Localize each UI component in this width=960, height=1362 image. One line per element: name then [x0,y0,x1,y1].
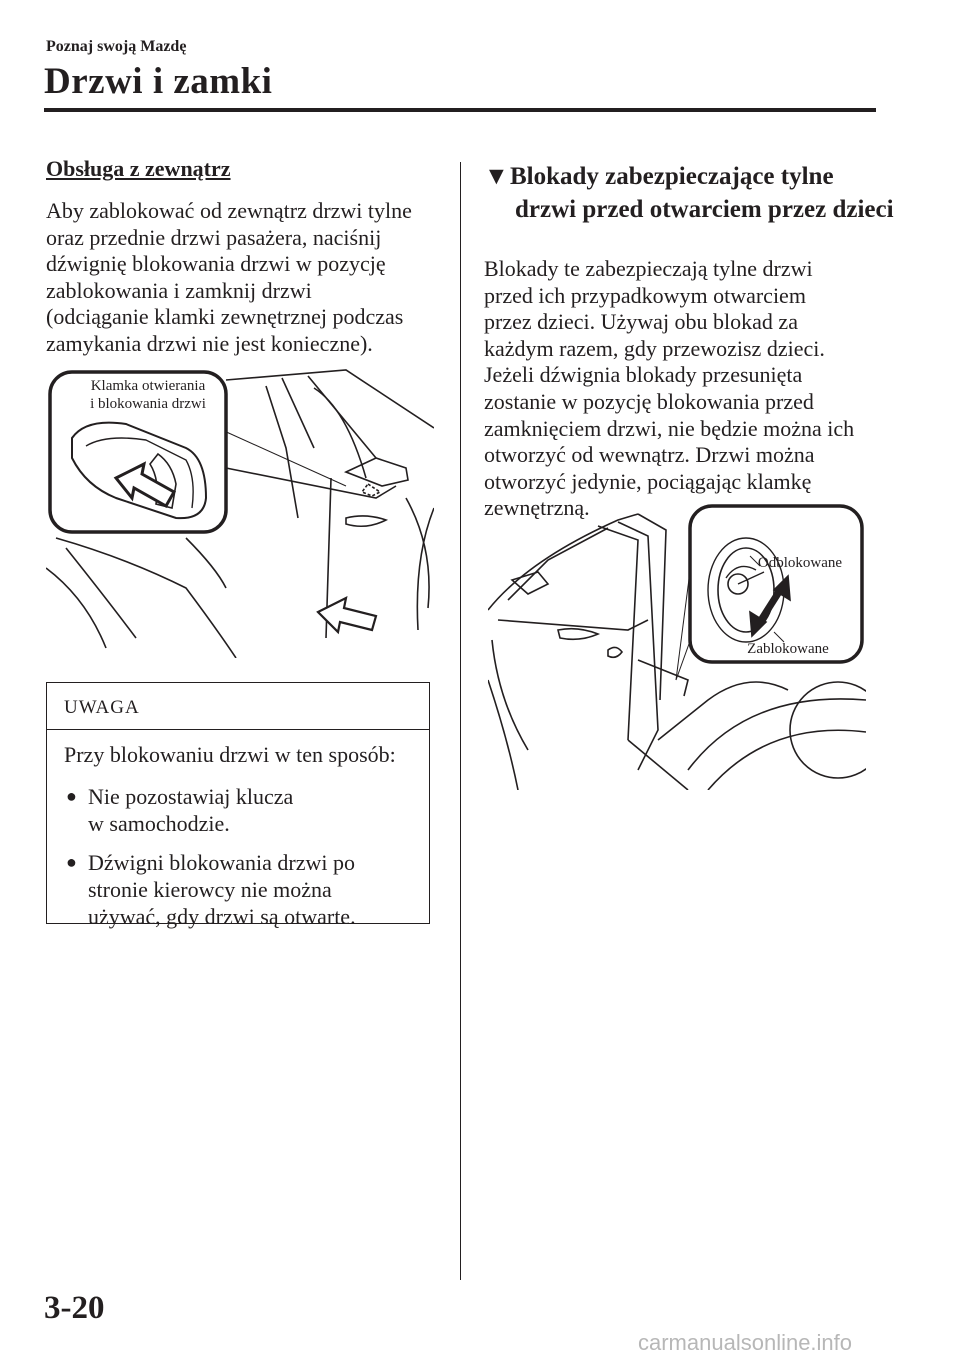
paragraph-line: zostanie w pozycję blokowania przed [484,388,814,414]
paragraph-line: zewnętrzną. [484,495,590,521]
heading-line2: drzwi przed otwarciem przez dzieci [515,196,894,223]
paragraph-line: zamykania drzwi nie jest konieczne). [46,330,373,356]
note-item-line: używać, gdy drzwi są otwarte. [88,904,356,929]
door-handle-drawing [46,368,434,658]
label-locked: Zablokowane [747,641,829,657]
note-item-line: Nie pozostawiaj klucza [88,784,294,809]
child-lock-illustration [488,500,866,790]
note-box [46,682,430,929]
label-unlocked: Odblokowane [757,555,843,571]
heading-line1: Blokady zabezpieczające tylne [510,163,834,190]
paragraph-line: zamknięciem drzwi, nie będzie można ich [484,415,855,441]
callout-line2: i blokowania drzwi [90,396,206,412]
paragraph-line: zablokowania i zamknij drzwi [46,277,312,303]
paragraph-line: przed ich przypadkowym otwarciem [484,282,806,308]
breadcrumb: Poznaj swoją Mazdę [46,38,187,55]
paragraph-line: dźwignię blokowania drzwi w pozycję [46,251,386,277]
note-item-line: stronie kierowcy nie można [88,877,332,902]
left-paragraph [46,198,446,358]
note-item-line: Dźwigni blokowania drzwi po [88,850,355,875]
note-intro: Przy blokowaniu drzwi w ten sposób: [64,742,396,767]
column-divider [460,162,461,1280]
callout-line1: Klamka otwierania [90,378,206,394]
note-item-line: w samochodzie. [88,811,230,836]
section-heading [484,160,904,226]
child-lock-drawing [488,500,866,790]
paragraph-line: przez dzieci. Używaj obu blokad za [484,309,798,335]
title-divider [44,108,876,112]
door-handle-illustration [46,368,434,658]
paragraph-line: każdym razem, gdy przewozisz dzieci. [484,335,825,361]
paragraph-line: otworzyć od wewnątrz. Drzwi można [484,442,815,468]
paragraph-line: Aby zablokować od zewnątrz drzwi tylne [46,198,412,223]
triangle-marker-icon: ▼ [484,163,509,190]
note-divider [47,729,429,730]
bullet-icon: ● [66,786,77,806]
note-list [64,783,414,942]
section-subheading: Obsługa z zewnątrz [46,156,231,181]
note-item [64,849,414,930]
note-title: UWAGA [64,697,140,718]
paragraph-line: (odciąganie klamki zewnętrznej podczas [46,304,404,330]
watermark: carmanualsonline.info [638,1330,853,1355]
note-item [64,783,414,837]
paragraph-line: otworzyć jedynie, pociągając klamkę [484,468,812,494]
paragraph-line: Blokady te zabezpieczają tylne drzwi [484,256,813,281]
page-number: 3-20 [44,1290,105,1326]
bullet-icon: ● [66,852,77,872]
paragraph-line: Jeżeli dźwignia blokady przesunięta [484,362,803,388]
right-paragraph [484,256,884,522]
page-title: Drzwi i zamki [44,61,273,102]
paragraph-line: oraz przednie drzwi pasażera, naciśnij [46,224,382,250]
